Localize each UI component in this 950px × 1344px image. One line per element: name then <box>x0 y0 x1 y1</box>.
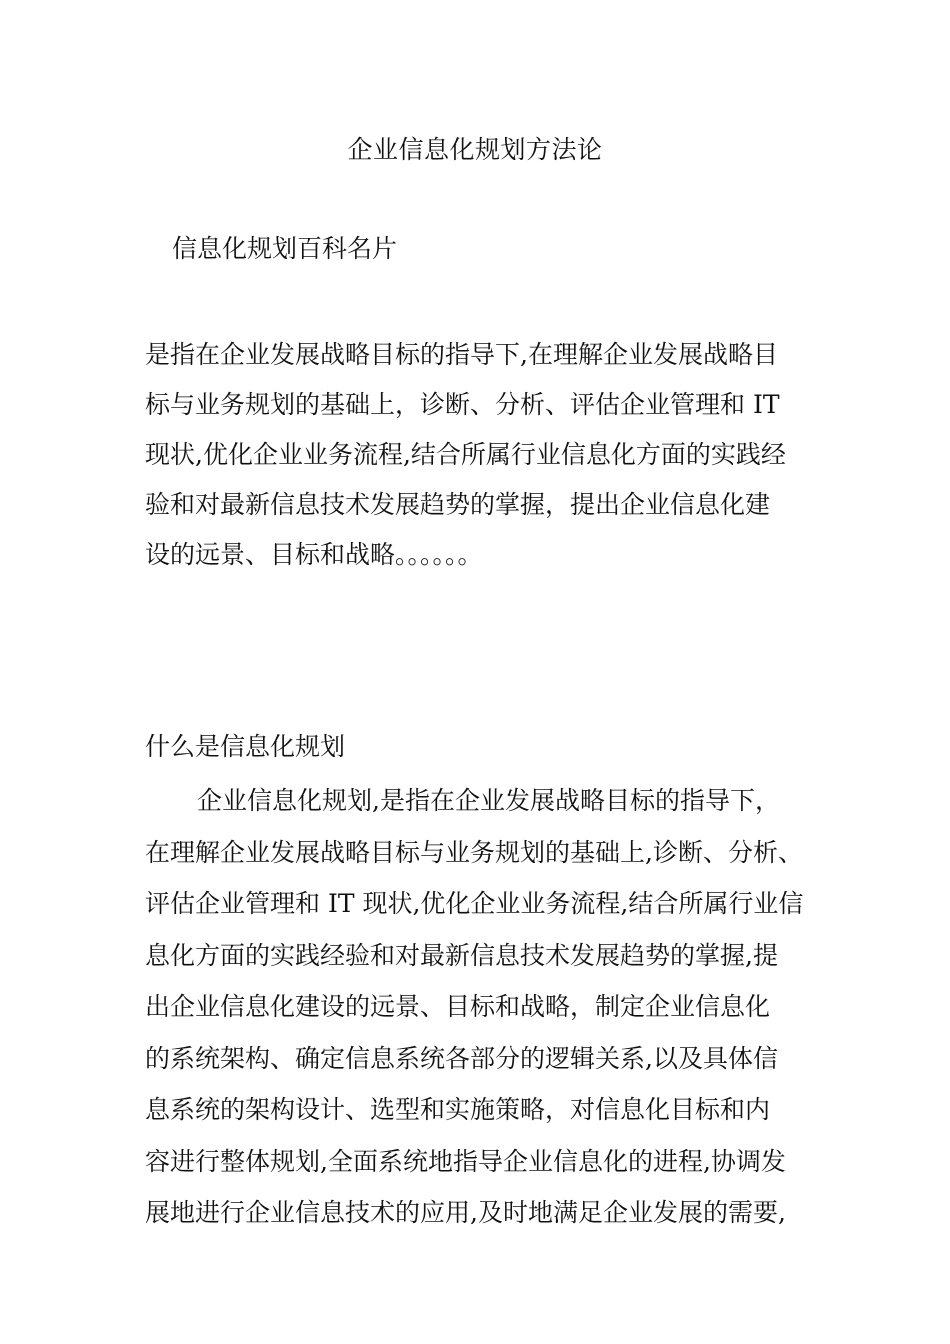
body-line: 出企业信息化建设的远景、目标和战略，制定企业信息化 <box>145 992 771 1021</box>
intro-line: 是指在企业发展战略目标的指导下,在理解企业发展战略目 <box>145 340 778 369</box>
body-line: 的系统架构、确定信息系统各部分的逻辑关系,以及具体信 <box>145 1043 778 1073</box>
body-line: 息化方面的实践经验和对最新信息技术发展趋势的掌握,提 <box>145 940 778 970</box>
body-line: 息系统的架构设计、选型和实施策略，对信息化目标和内 <box>145 1095 771 1124</box>
intro-line: 验和对最新信息技术发展趋势的掌握，提出企业信息化建 <box>145 490 771 519</box>
document-title: 企业信息化规划方法论 <box>347 135 603 164</box>
body-line: 在理解企业发展战略目标与业务规划的基础上,诊断、分析、 <box>145 837 803 867</box>
body-paragraph <box>145 775 815 1239</box>
body-line: 容进行整体规划,全面系统地指导企业信息化的进程,协调发 <box>145 1146 786 1176</box>
intro-line: 现状,优化企业业务流程,结合所属行业信息化方面的实践经 <box>145 440 786 469</box>
section-heading: 什么是信息化规划 <box>145 732 346 761</box>
body-line: 企业信息化规划,是指在企业发展战略目标的指导下， <box>197 786 780 815</box>
intro-line: 标与业务规划的基础上，诊断、分析、评估企业管理和 IT <box>145 390 780 419</box>
body-line: 展地进行企业信息技术的应用,及时地满足企业发展的需要, <box>145 1198 786 1227</box>
intro-paragraph <box>145 330 805 580</box>
intro-line: 设的远景、目标和战略。。。。。。 <box>145 540 483 569</box>
document-subtitle: 信息化规划百科名片 <box>172 234 398 263</box>
body-line: 评估企业管理和 IT 现状,优化企业业务流程,结合所属行业信 <box>145 889 804 918</box>
